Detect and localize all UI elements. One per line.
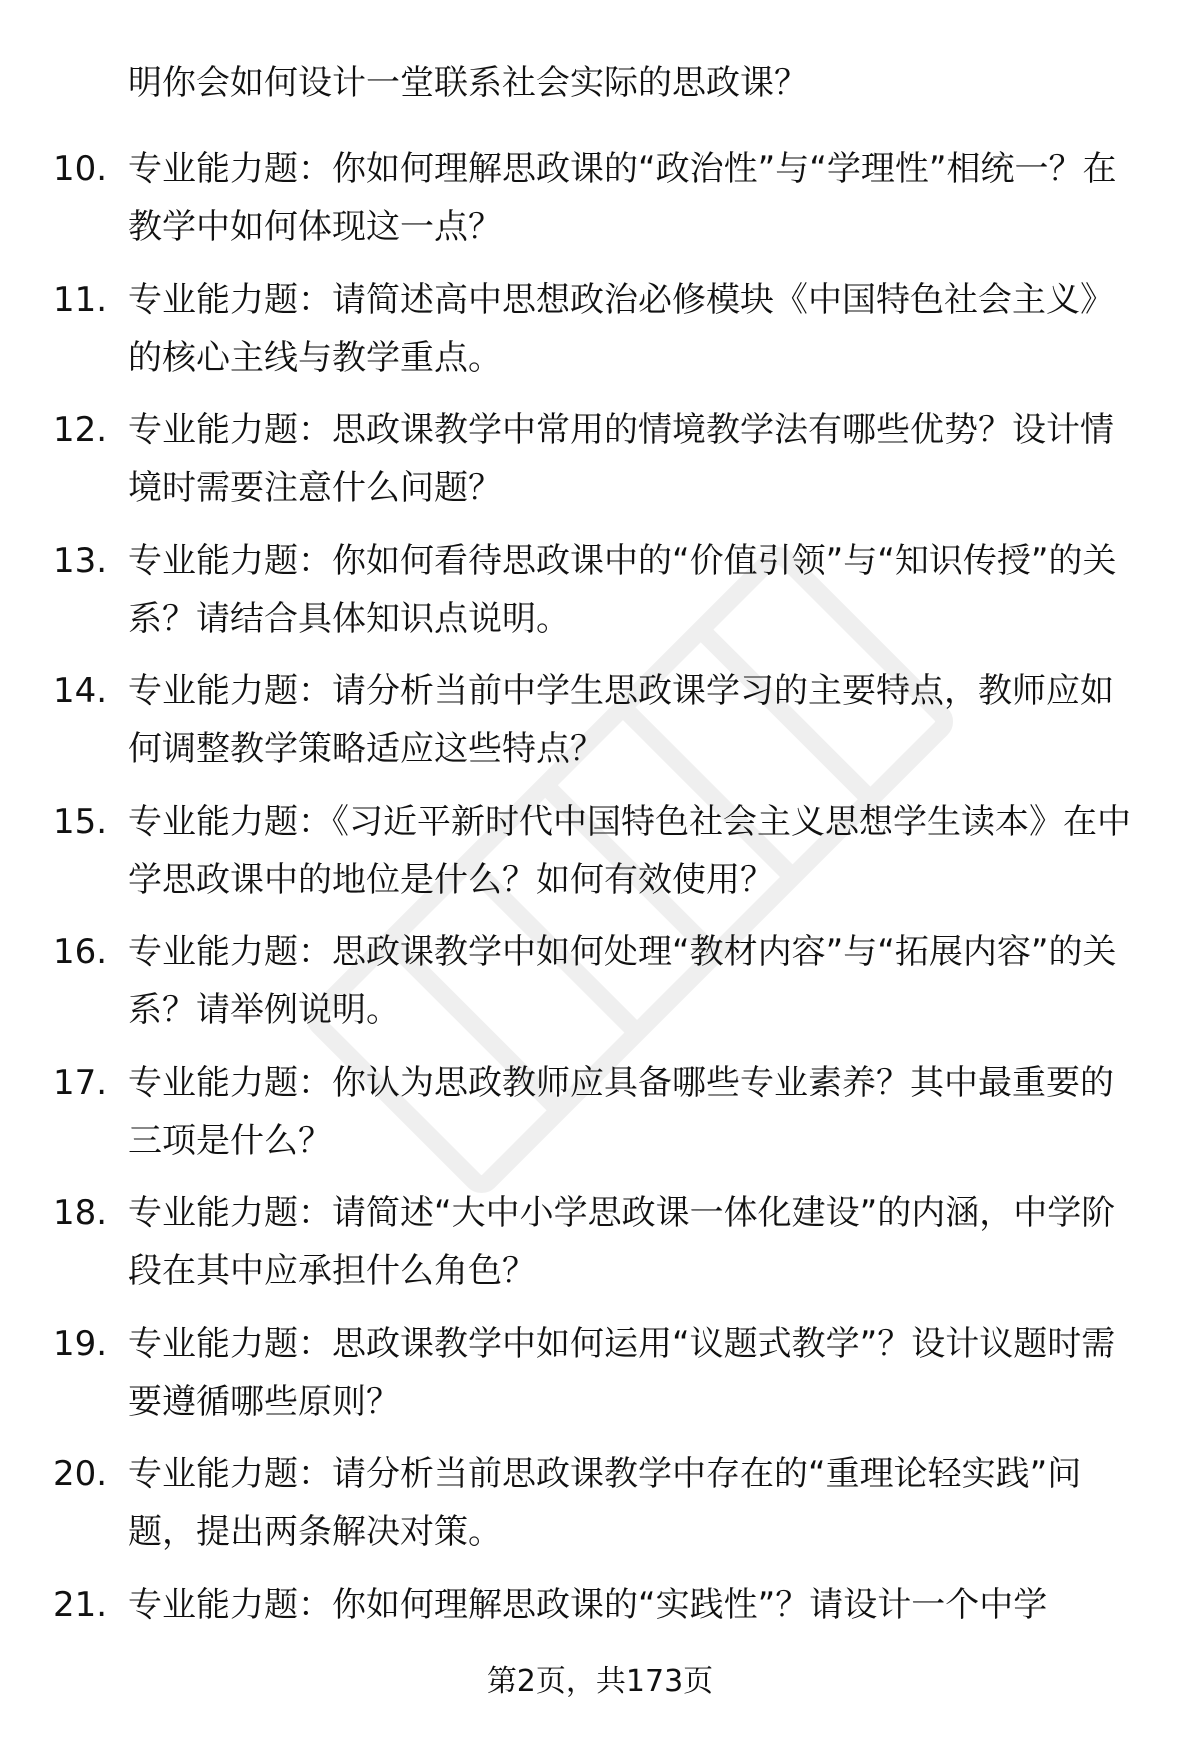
question-list bbox=[0, 140, 1200, 1706]
question-number: 12. bbox=[53, 410, 108, 450]
question-text: 专业能力题：请分析当前思政课教学中存在的“重理论轻实践”问题，提出两条解决对策。 bbox=[128, 1454, 1082, 1552]
question-number: 13. bbox=[53, 540, 108, 581]
question-text: 专业能力题：你如何看待思政课中的“价值引领”与“知识传授”的关系？请结合具体知识点说明。 bbox=[128, 540, 1117, 639]
question-text: 专业能力题：你如何理解思政课的“政治性”与“学理性”相统一？在教学中如何体现这一点？ bbox=[128, 149, 1117, 247]
question-text: 专业能力题：思政课教学中如何处理“教材内容”与“拓展内容”的关系？请举例说明。 bbox=[128, 932, 1117, 1030]
question-number: 11. bbox=[53, 279, 108, 320]
question-text: 专业能力题：请分析当前中学生思政课学习的主要特点，教师应如何调整教学策略适应这些特点？ bbox=[128, 671, 1114, 769]
question-number: 10. bbox=[53, 149, 108, 189]
question-item-14 bbox=[0, 662, 1200, 793]
question-item-13 bbox=[0, 532, 1200, 663]
question-text: 专业能力题：思政课教学中常用的情境教学法有哪些优势？设计情境时需要注意什么问题？ bbox=[128, 410, 1114, 508]
question-number: 19. bbox=[53, 1323, 108, 1364]
question-number: 17. bbox=[53, 1062, 108, 1103]
question-text: 专业能力题：请简述高中思想政治必修模块《中国特色社会主义》的核心主线与教学重点。 bbox=[128, 279, 1114, 378]
question-item-11 bbox=[0, 271, 1200, 402]
page-footer: 第2页，共173页 bbox=[486, 1664, 714, 1699]
question-text: 专业能力题：思政课教学中如何运用“议题式教学”？设计议题时需要遵循哪些原则？ bbox=[128, 1323, 1116, 1422]
question-text: 专业能力题：你如何理解思政课的“实践性”？请设计一个中学 bbox=[128, 1584, 1048, 1625]
question-number: 15. bbox=[53, 801, 108, 842]
question-item-19 bbox=[0, 1315, 1200, 1446]
question-text: 专业能力题：你认为思政教师应具备哪些专业素养？其中最重要的三项是什么？ bbox=[128, 1062, 1114, 1161]
question-text: 专业能力题：《习近平新时代中国特色社会主义思想学生读本》在中学思政课中的地位是什么？如何有效使用？ bbox=[128, 801, 1131, 900]
question-item-16 bbox=[0, 923, 1200, 1054]
question-item-17 bbox=[0, 1054, 1200, 1185]
question-number: 18. bbox=[53, 1193, 108, 1233]
question-item-18 bbox=[0, 1184, 1200, 1315]
question-item-12 bbox=[0, 401, 1200, 532]
question-item-15 bbox=[0, 793, 1200, 924]
question-number: 20. bbox=[53, 1454, 108, 1494]
question-item-10 bbox=[0, 140, 1200, 271]
question-number: 16. bbox=[53, 932, 108, 972]
continuation-text: 明你会如何设计一堂联系社会实际的思政课？ bbox=[128, 63, 808, 103]
question-item-20 bbox=[0, 1445, 1200, 1576]
question-text: 专业能力题：请简述“大中小学思政课一体化建设”的内涵，中学阶段在其中应承担什么角色？ bbox=[128, 1193, 1116, 1291]
question-number: 14. bbox=[53, 671, 108, 711]
question-number: 21. bbox=[53, 1584, 108, 1625]
